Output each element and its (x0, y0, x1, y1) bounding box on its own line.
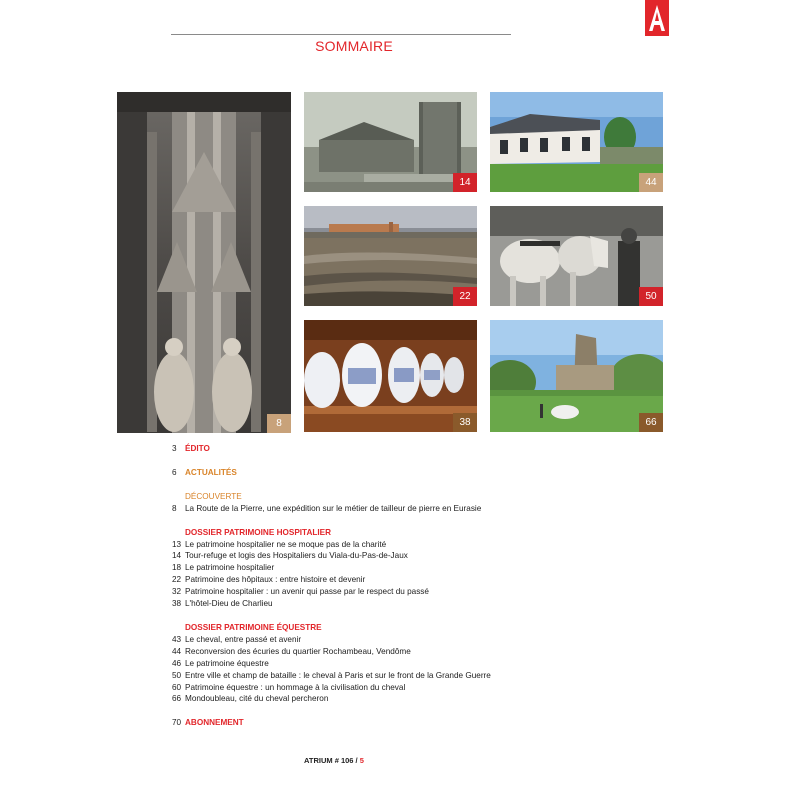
toc-entry-title: Tour-refuge et logis des Hospitaliers du Viala-du-Pas-de-Jaux (185, 551, 408, 561)
toc-heading-decouverte: DÉCOUVERTE (185, 491, 242, 501)
toc-entry[interactable] (172, 503, 592, 515)
toc-entry[interactable] (172, 562, 592, 574)
page-badge: 22 (453, 287, 477, 306)
toc-heading-hospitalier: DOSSIER PATRIMOINE HOSPITALIER (185, 527, 332, 537)
toc-entry-title: Reconversion des écuries du quartier Rochambeau, Vendôme (185, 646, 411, 656)
toc-page-number: 13 (172, 539, 182, 549)
toc-entry[interactable] (172, 574, 592, 586)
page-footer (304, 756, 364, 765)
page-badge: 8 (267, 414, 291, 433)
toc-page-number: 32 (172, 587, 182, 597)
toc-entry[interactable] (172, 693, 592, 705)
toc-entry[interactable] (172, 634, 592, 646)
toc-entry[interactable] (172, 646, 592, 658)
photo-hospital-beach[interactable] (304, 206, 477, 306)
toc-entry-title: Le patrimoine équestre (185, 658, 269, 668)
page-badge: 44 (639, 173, 663, 192)
toc-entry[interactable] (172, 658, 592, 670)
toc-entry-title: Mondoubleau, cité du cheval percheron (185, 694, 329, 704)
toc-entry-title: Le patrimoine hospitalier ne se moque pas de la charité (185, 539, 387, 549)
toc-entry-title: Patrimoine hospitalier : un avenir qui passe par le respect du passé (185, 587, 429, 597)
page-badge: 66 (639, 413, 663, 432)
toc-page-number: 3 (172, 444, 177, 453)
toc-page-number: 70 (172, 718, 182, 728)
toc-entry-actualites[interactable] (172, 467, 592, 479)
toc-page-number: 6 (172, 467, 177, 477)
toc-entry-title: L'hôtel-Dieu de Charlieu (185, 599, 273, 609)
toc-entry-title: La Route de la Pierre, une expédition sur le métier de tailleur de pierre en Eurasie (185, 503, 482, 513)
toc-page-number: 60 (172, 682, 182, 692)
toc-page-number: 44 (172, 646, 182, 656)
toc-heading-equestre: DOSSIER PATRIMOINE ÉQUESTRE (185, 622, 322, 632)
toc-entry-title: Le cheval, entre passé et avenir (185, 634, 302, 644)
toc-section-label: ACTUALITÉS (185, 467, 237, 477)
toc-entry[interactable] (172, 598, 592, 610)
toc-page-number: 43 (172, 634, 182, 644)
toc-entry[interactable] (172, 539, 592, 551)
toc-page-number: 50 (172, 670, 182, 680)
toc-page-number: 46 (172, 658, 182, 668)
toc-page-number: 14 (172, 551, 182, 561)
toc-entry[interactable] (172, 670, 592, 682)
toc-entry-title: Patrimoine des hôpitaux : entre histoire et devenir (185, 575, 366, 585)
page-number: 5 (359, 756, 364, 765)
photo-apothecary-jars[interactable] (304, 320, 477, 432)
photo-stone-sculpture[interactable] (117, 92, 291, 433)
top-rule (171, 34, 511, 35)
toc-entry-title: Le patrimoine hospitalier (185, 563, 275, 573)
magazine-issue: ATRIUM # 106 / (304, 756, 358, 765)
toc-entry[interactable] (172, 586, 592, 598)
toc-page-number: 22 (172, 575, 182, 585)
page-badge: 50 (639, 287, 663, 306)
photo-old-stone-buildings[interactable] (304, 92, 477, 192)
toc-page-number: 38 (172, 599, 182, 609)
toc-entry-title: Patrimoine équestre : un hommage à la civilisation du cheval (185, 682, 406, 692)
photo-tower-ruin-horse[interactable] (490, 320, 663, 432)
page-title: SOMMAIRE (315, 38, 393, 54)
table-of-contents (172, 443, 592, 729)
photo-draft-horses[interactable] (490, 206, 663, 306)
toc-page-number: 66 (172, 694, 182, 704)
toc-entry[interactable] (172, 682, 592, 694)
toc-entry-abonnement[interactable] (172, 717, 592, 729)
page-badge: 14 (453, 173, 477, 192)
page-badge: 38 (453, 413, 477, 432)
toc-entry-edito[interactable] (172, 443, 592, 455)
toc-section-label: ÉDITO (185, 444, 210, 453)
toc-entry-title: Entre ville et champ de bataille : le cheval à Paris et sur le front de la Grande Guerre (185, 670, 491, 680)
toc-entry[interactable] (172, 550, 592, 562)
toc-page-number: 18 (172, 563, 182, 573)
red-a-logo-icon (645, 0, 669, 36)
photo-stables-building[interactable] (490, 92, 663, 192)
toc-section-label: ABONNEMENT (185, 718, 244, 728)
toc-page-number: 8 (172, 503, 177, 513)
